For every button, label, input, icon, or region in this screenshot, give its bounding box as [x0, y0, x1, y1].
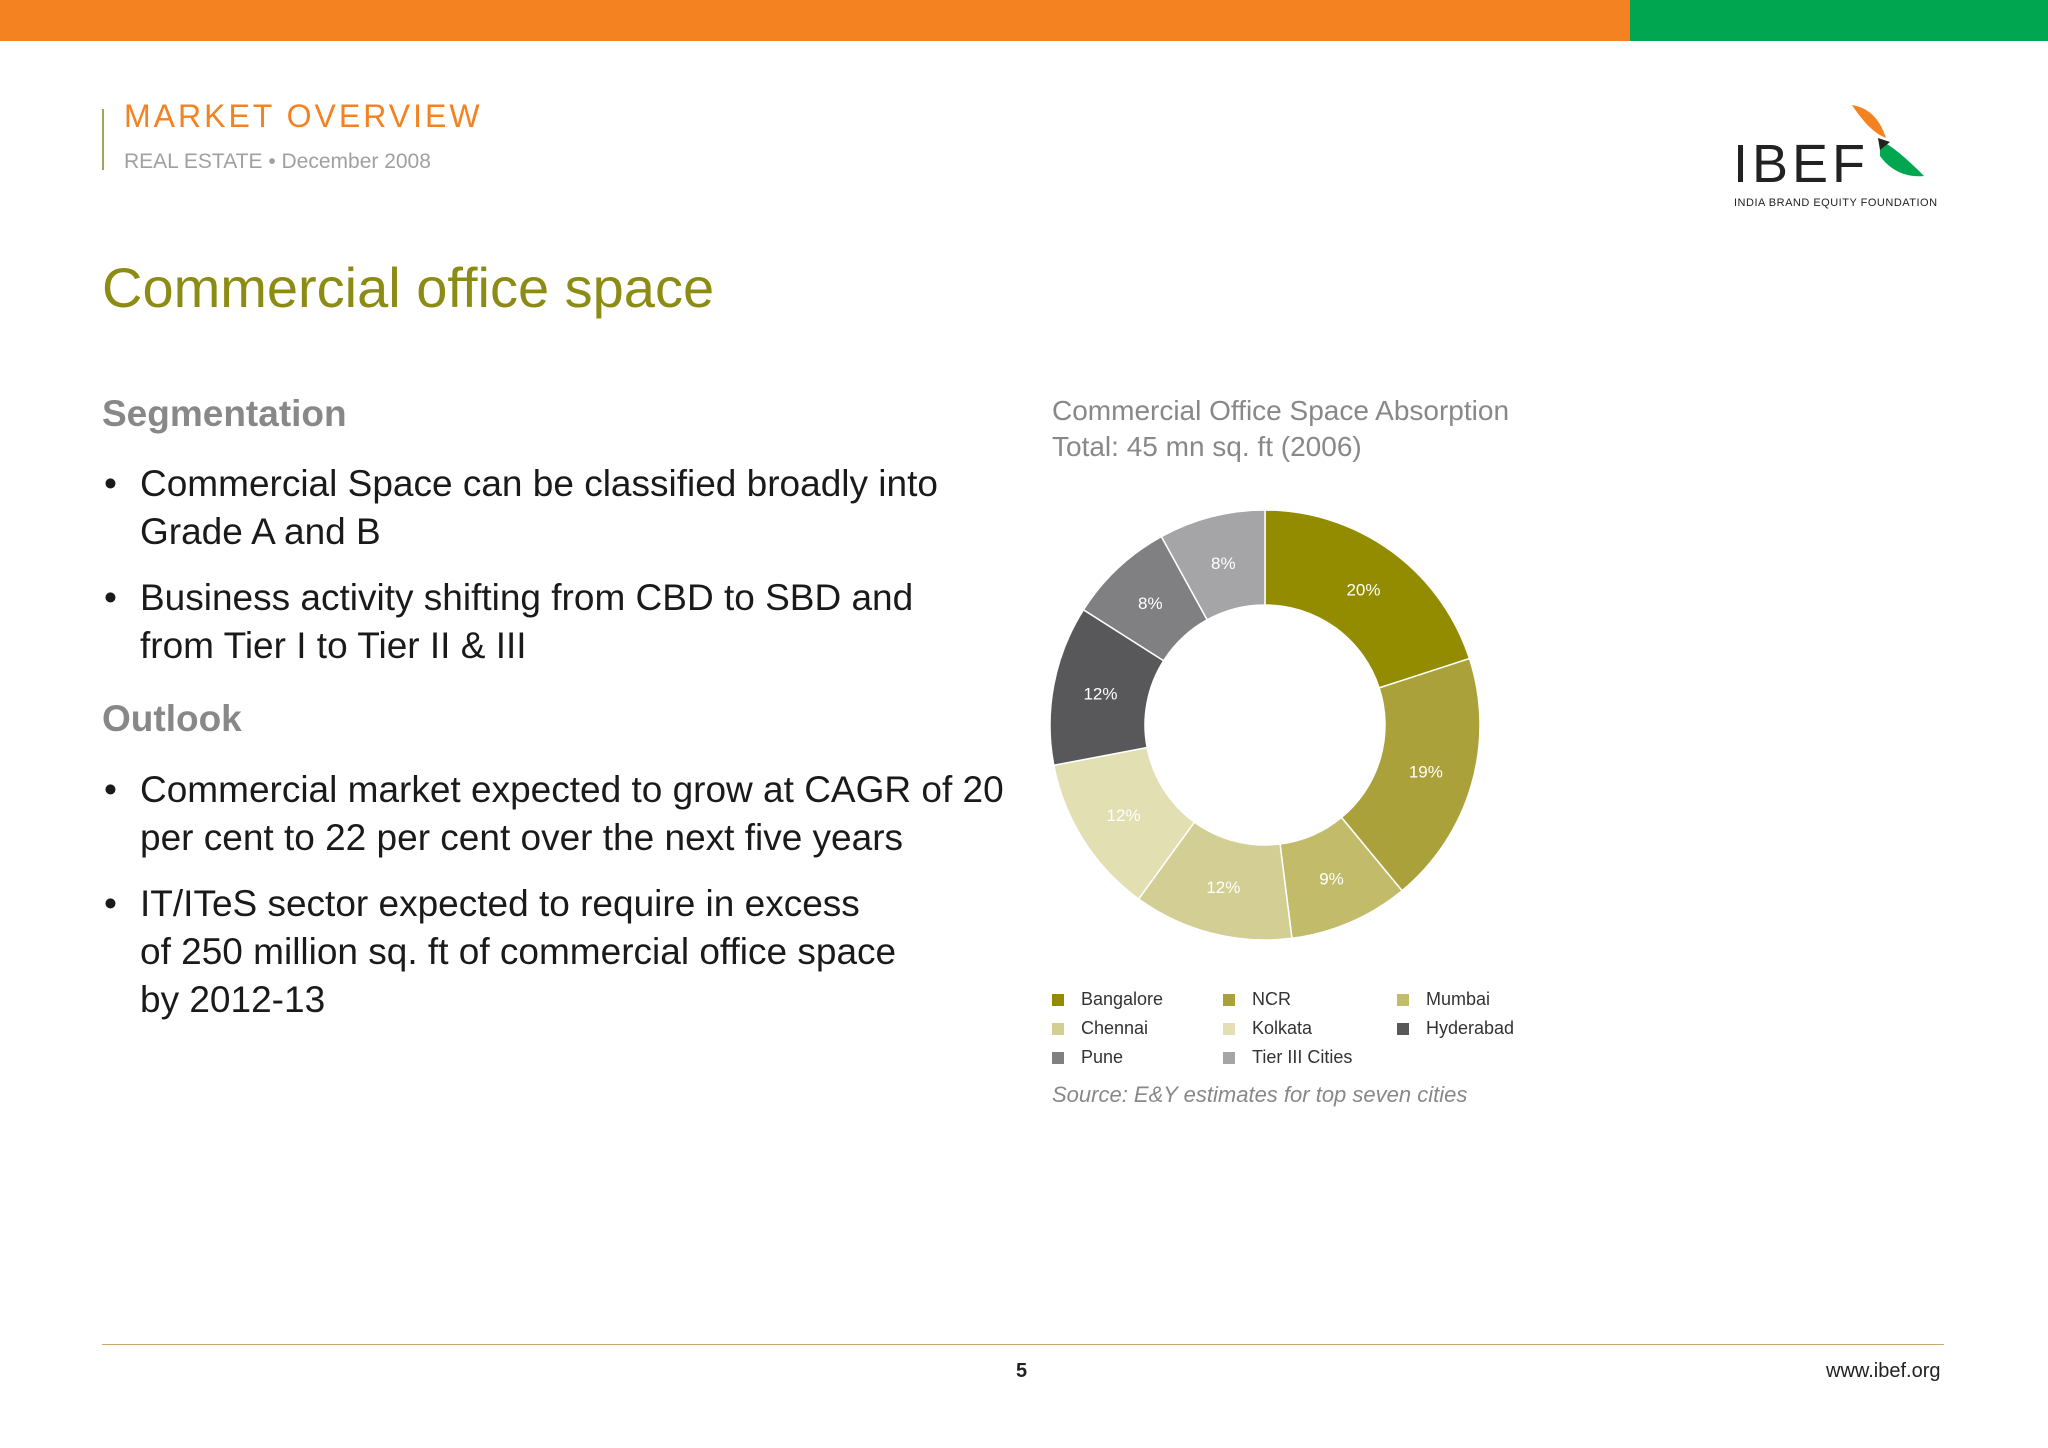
- section-label: MARKET OVERVIEW: [124, 98, 483, 134]
- website-link[interactable]: www.ibef.org: [1826, 1360, 1941, 1382]
- legend-swatch: [1052, 994, 1064, 1006]
- bullet-dot: •: [104, 883, 117, 924]
- chart-subtitle: Total: 45 mn sq. ft (2006): [1052, 431, 1362, 462]
- donut-chart: [1040, 500, 1490, 950]
- bullet-text: Commercial market expected to grow at CAGR of 20 per cent to 22 per cent over the next five years: [140, 769, 1004, 858]
- slice-label-bangalore: 20%: [1346, 580, 1381, 600]
- legend-swatch: [1223, 1052, 1235, 1064]
- slide-title: Commercial office space: [102, 256, 715, 319]
- bullet-dot: •: [104, 769, 117, 810]
- logo-wordmark: IBEF: [1733, 134, 1870, 194]
- chart-title: Commercial Office Space Absorption: [1052, 395, 1510, 426]
- bullet-text: IT/ITeS sector expected to require in excess of 250 million sq. ft of commercial office space by 2012-13: [140, 883, 897, 1020]
- top-bar-orange: [0, 0, 1630, 41]
- slice-label-tier-iii-cities: 8%: [1211, 553, 1236, 573]
- bullet-text: Business activity shifting from CBD to SBD and from Tier I to Tier II & III: [140, 577, 914, 666]
- legend-swatch: [1052, 1023, 1064, 1035]
- section-subtitle: REAL ESTATE • December 2008: [124, 150, 431, 173]
- legend-swatch: [1223, 994, 1235, 1006]
- legend-swatch: [1052, 1052, 1064, 1064]
- slice-label-pune: 8%: [1138, 593, 1163, 613]
- chart-title-block: [1052, 393, 1509, 465]
- chart-source: Source: E&Y estimates for top seven cities: [1052, 1082, 1468, 1107]
- top-bar-green: [1630, 0, 2048, 41]
- footer-divider: [102, 1344, 1944, 1345]
- legend-label: NCR: [1252, 989, 1291, 1009]
- bullet-dot: •: [104, 463, 117, 504]
- legend-swatch: [1397, 994, 1409, 1006]
- legend-label: Kolkata: [1252, 1018, 1313, 1038]
- logo-tagline: INDIA BRAND EQUITY FOUNDATION: [1734, 197, 1938, 209]
- legend-label: Chennai: [1081, 1018, 1149, 1038]
- legend-label: Tier III Cities: [1252, 1047, 1353, 1067]
- legend-swatch: [1397, 1023, 1409, 1035]
- legend-label: Mumbai: [1426, 989, 1491, 1009]
- logo-wing-green: [1880, 140, 1924, 176]
- slice-label-mumbai: 9%: [1319, 869, 1344, 889]
- header-divider: [102, 109, 104, 170]
- bullet-text: Commercial Space can be classified broadly into Grade A and B: [140, 463, 938, 552]
- slice-label-chennai: 12%: [1206, 878, 1241, 898]
- legend-label: Pune: [1081, 1047, 1124, 1067]
- slice-label-kolkata: 12%: [1106, 805, 1141, 825]
- outlook-heading: Outlook: [102, 698, 242, 739]
- legend-swatch: [1223, 1023, 1235, 1035]
- bullet-dot: •: [104, 577, 117, 618]
- legend-label: Hyderabad: [1426, 1018, 1515, 1038]
- slice-label-ncr: 19%: [1408, 762, 1443, 782]
- slice-label-hyderabad: 12%: [1083, 684, 1118, 704]
- page-number: 5: [1016, 1360, 1028, 1382]
- segmentation-heading: Segmentation: [102, 393, 347, 434]
- legend-label: Bangalore: [1081, 989, 1164, 1009]
